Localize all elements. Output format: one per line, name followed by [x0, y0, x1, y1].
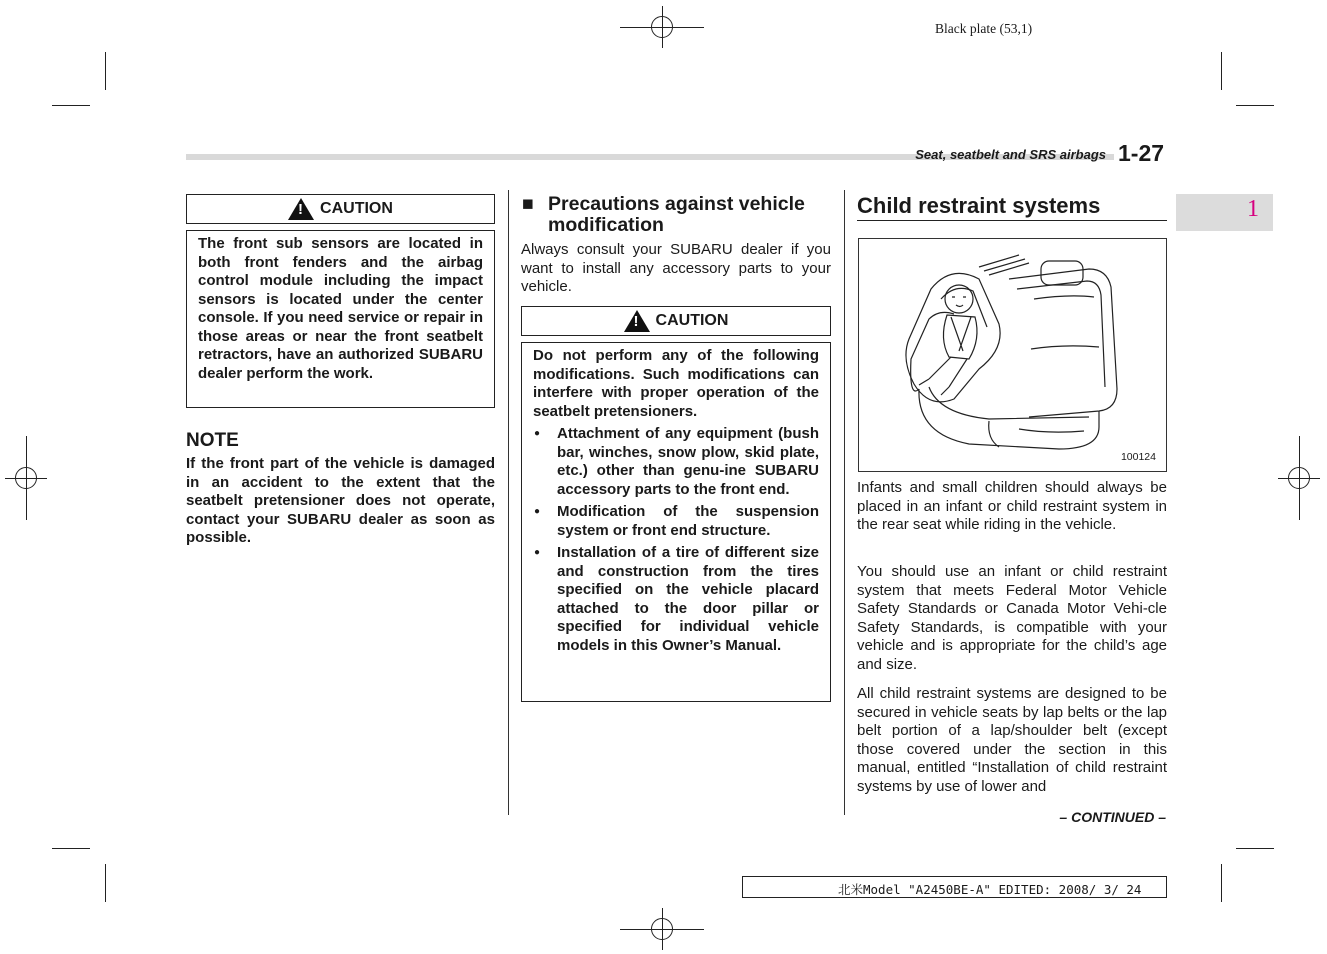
figure-label: 100124 [1120, 451, 1156, 463]
caution-box [521, 342, 831, 702]
child-seat-drawing [859, 239, 1166, 471]
column-divider [844, 190, 845, 815]
section-title-line1: Precautions against vehicle [548, 193, 805, 215]
caution-text: The front sub sensors are located in both front fenders and the airbag control module including the impact sensors is located under the center console. If you need service or repair in those areas or near the front seatbelt retractors, have an authorized SUBARU dealer perform the work. [198, 235, 483, 382]
edit-info-box [742, 876, 1167, 898]
caution-box [186, 230, 495, 408]
paragraph: Infants and small children should always be placed in an infant or child restraint system in the rear seat while riding in the vehicle. [857, 479, 1167, 533]
list-item: ● Modification of the suspension system or front end structure. [533, 503, 819, 540]
note-title: NOTE [186, 430, 239, 451]
child-restraint-title: Child restraint systems [857, 193, 1101, 218]
page-number: 1-27 [1118, 140, 1165, 166]
caution-label: CAUTION [320, 200, 393, 217]
column-divider [508, 190, 509, 815]
section-title-line2: modification [548, 214, 664, 236]
chapter-number: 1 [1247, 196, 1259, 222]
caution-header [186, 194, 495, 224]
continued-label: – CONTINUED – [1059, 809, 1166, 825]
modification-intro: Always consult your SUBARU dealer if you want to install any accessory parts to your vehicle. [521, 241, 831, 295]
child-seat-illustration [858, 238, 1167, 472]
plate-label: Black plate (53,1) [935, 21, 1033, 36]
list-item: ● Installation of a tire of different size and construction from the tires specified on the vehicle placard attached to the door pillar or specified for individual vehicle models in this Owner’s Manual. [533, 544, 819, 655]
edit-info: 北米Model "A2450BE-A" EDITED: 2008/ 3/ 24 [838, 882, 1142, 897]
title-underline [857, 220, 1167, 221]
section-title: Seat, seatbelt and SRS airbags [915, 147, 1106, 162]
modification-list [533, 425, 819, 655]
paragraph: All child restraint systems are designed to be secured in vehicle seats by lap belts or the lap belt portion of a lap/shoulder belt (except those covered under the section in this manual, entitled “Installation of child restraint systems by use of lower and [857, 685, 1167, 795]
paragraph: You should use an infant or child restraint system that meets Federal Motor Vehicle Safety Standards or Canada Motor Vehi-cle Safety Standards, is compatible with your vehicle and is appropriate for the child’s age and size. [857, 563, 1167, 673]
modification-section-heading [522, 194, 832, 236]
section-marker-icon: ■ [522, 193, 534, 215]
chapter-tab [1176, 194, 1273, 231]
warning-triangle-icon [288, 198, 314, 220]
caution-header [521, 306, 831, 336]
list-item: ● Attachment of any equipment (bush bar, winches, snow plow, skid plate, etc.) other than genu-ine SUBARU accessory parts to the front end. [533, 425, 819, 499]
note-text: If the front part of the vehicle is damaged in an accident to the extent that the seatbelt pretensioner does not operate, contact your SUBARU dealer as soon as possible. [186, 455, 495, 546]
warning-triangle-icon [624, 310, 650, 332]
caution-text: Do not perform any of the following modifications. Such modifications can interfere with proper operation of the seatbelt pretensioners. [533, 347, 819, 420]
caution-label: CAUTION [655, 312, 729, 329]
